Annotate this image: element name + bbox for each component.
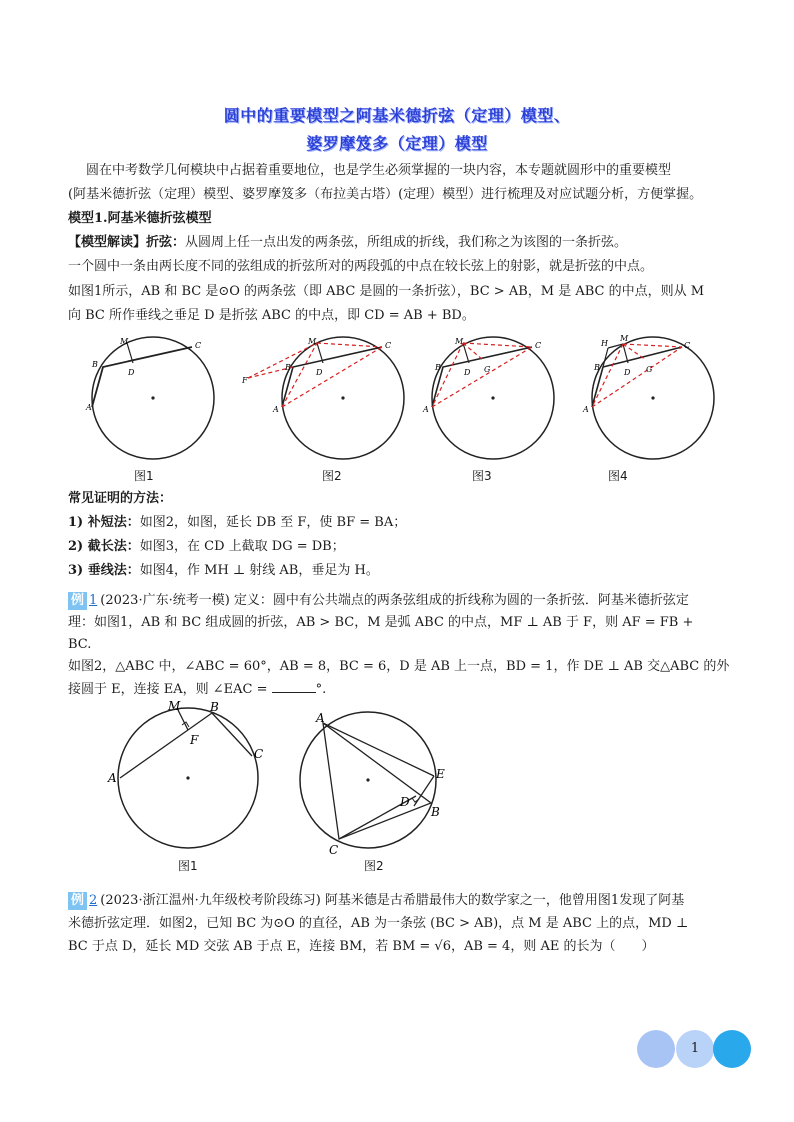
explain-term: 折弦： [146,235,186,250]
example2-tag: 例 [68,892,87,910]
svg-text:D: D [464,368,471,377]
example2-line3: BC 于点 D，延长 MD 交弦 AB 于点 E，连接 BM，若 BM = √6，AB = 4，则 AE 的长为（ ） [68,939,655,954]
ex1-fig1-caption: 图1 [178,859,198,873]
svg-text:D: D [128,368,135,377]
method-1 [68,514,748,532]
method-2 [68,538,748,556]
intro-line1: 圆在中考数学几何模块中占据着重要地位，也是学生必须掌握的一块内容，本专题就圆形中的重要模型 [86,163,672,178]
fig4-caption: 图4 [608,469,628,483]
method-1-text: 如图2，如图，延长 DB 至 F，使 BF = BA； [139,515,407,530]
svg-text:F: F [242,376,248,385]
ex1-fig2-caption: 图2 [364,859,384,873]
figure-1 [85,337,214,459]
ex1-figure-2 [300,711,445,857]
page-title-line1: 圆中的重要模型之阿基米德折弦（定理）模型、 [223,106,571,125]
svg-text:H: H [601,339,608,348]
intro-line2: (阿基米德折弦（定理）模型、婆罗摩笈多（布拉美古塔）(定理）模型）进行梳理及对应试题分析，方便掌握。 [68,187,703,202]
model1-explain [68,234,748,252]
svg-text:G: G [484,365,491,374]
svg-text:A: A [423,405,429,414]
svg-text:G: G [646,365,653,374]
svg-text:B: B [210,700,219,714]
svg-text:A: A [108,771,117,785]
fig2-caption: 图2 [322,469,342,483]
svg-text:D: D [316,368,323,377]
ex1-figure-1 [107,699,263,848]
svg-text:B: B [285,363,291,372]
methods-heading: 常见证明的方法： [68,491,173,506]
svg-text:C: C [329,843,339,857]
figure-3 [422,337,554,459]
method-3 [68,562,748,580]
explain-tag: 【模型解读】 [68,235,147,250]
top-figures [80,330,760,465]
example2-line2: 米德折弦定理．如图2，已知 BC 为⊙O 的直径，AB 为一条弦 (BC > AB)，点 M 是 ABC 上的点，MD ⊥ [68,916,689,931]
svg-text:B: B [92,360,98,369]
svg-text:M: M [168,699,181,713]
model1-heading: 模型1.阿基米德折弦模型 [68,211,212,226]
page-number: 1 [676,1030,714,1068]
svg-text:C: C [684,341,691,350]
answer-blank[interactable] [272,680,316,693]
svg-text:M: M [308,337,317,346]
example1-line4: 如图2，△ABC 中，∠ABC = 60°，AB = 8，BC = 6，D 是 AB 上一点，BD = 1，作 DE ⊥ AB 交△ABC 的外 [68,659,730,674]
pager-prev-dot [637,1030,675,1068]
svg-text:A: A [273,405,279,414]
method-2-text: 如图3，在 CD 上截取 DG = DB； [139,539,345,554]
svg-text:M: M [620,334,629,343]
svg-text:C: C [254,747,264,761]
example2-text1: (2023·浙江温州·九年级校考阶段练习) 阿基米德是古希腊最伟大的数学家之一，他曾用图1发现了阿基 [100,893,685,908]
example1-line1 [68,592,748,610]
example1-figures [100,698,460,858]
method-3-label: 3) 垂线法： [68,563,140,578]
svg-text:F: F [190,733,199,747]
svg-text:E: E [436,767,445,781]
explain-text: 从圆周上任一点出发的两条弦，所组成的折线，我们称之为该图的一条折弦。 [185,235,628,250]
svg-text:C: C [385,341,392,350]
example1-line5-pre: 接圆于 E，连接 EA，则 ∠EAC = [68,682,268,697]
method-2-label: 2) 截长法： [68,539,140,554]
svg-text:A: A [583,405,589,414]
svg-text:D: D [400,795,410,809]
figure-2 [241,337,404,459]
svg-text:B: B [431,805,440,819]
svg-text:C: C [535,341,542,350]
svg-text:M: M [120,337,129,346]
example1-line3: BC. [68,637,92,652]
example1-line5 [68,680,748,699]
svg-text:B: B [435,363,441,372]
example1-line5-post: °. [315,682,327,697]
example1-tag: 例 [68,592,87,610]
svg-text:A: A [316,711,325,725]
model1-line2: 一个圆中一条由两长度不同的弦组成的折弦所对的两段弧的中点在较长弦上的射影，就是折弦的中点。 [68,259,654,274]
svg-text:A: A [86,403,92,412]
svg-text:B: B [594,363,600,372]
page-title-line2: 婆罗摩笈多（定理）模型 [306,134,488,153]
model1-line3: 如图1所示，AB 和 BC 是⊙O 的两条弦（即 ABC 是圆的一条折弦），BC > AB，M 是 ABC 的中点，则从 M [68,284,705,299]
fig3-caption: 图3 [472,469,492,483]
pager-next-dot [713,1030,751,1068]
example2-line1 [68,892,748,910]
method-1-label: 1) 补短法： [68,515,140,530]
example1-text1: (2023·广东·统考一模) 定义：圆中有公共端点的两条弦组成的折线称为圆的一条折弦．阿基米德折弦定 [100,593,689,608]
example1-line2: 理：如图1，AB 和 BC 组成圆的折弦，AB > BC，M 是弧 ABC 的中点，MF ⊥ AB 于 F，则 AF = FB + [68,615,694,630]
example1-num[interactable]: 1 [89,593,98,608]
model1-line4: 向 BC 所作垂线之垂足 D 是折弦 ABC 的中点，即 CD = AB + BD。 [68,308,475,323]
svg-text:D: D [624,368,631,377]
svg-text:M: M [455,337,464,346]
fig1-caption: 图1 [134,469,154,483]
figure-4 [582,334,714,459]
svg-text:C: C [195,341,202,350]
method-3-text: 如图4，作 MH ⊥ 射线 AB，垂足为 H。 [139,563,379,578]
example2-num[interactable]: 2 [89,893,98,908]
